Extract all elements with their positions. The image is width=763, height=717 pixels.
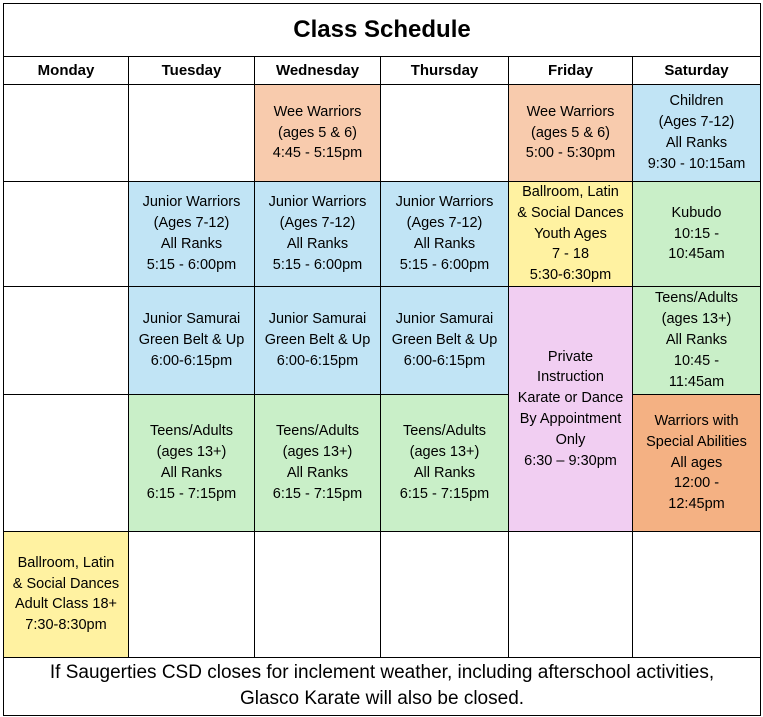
class-cell (509, 182, 633, 287)
class-cell (633, 394, 761, 531)
class-line: Karate or Dance (517, 390, 624, 407)
class-line: 12:00 - (673, 475, 720, 492)
class-cell (255, 182, 381, 287)
empty-cell (509, 531, 633, 657)
class-line: Junior Warriors (268, 194, 367, 211)
empty-cell (255, 531, 381, 657)
class-line: (ages 13+) (409, 444, 480, 461)
class-line: Teens/Adults (149, 423, 234, 440)
class-cell (633, 286, 761, 394)
class-line: 5:00 - 5:30pm (525, 145, 616, 162)
class-line: Junior Samurai (395, 311, 494, 328)
class-cell (4, 531, 129, 657)
class-line: Junior Warriors (142, 194, 241, 211)
class-line: 4:45 - 5:15pm (272, 145, 363, 162)
class-cell (509, 286, 633, 531)
empty-cell (4, 182, 129, 287)
class-line: Children (669, 93, 724, 110)
empty-cell (381, 531, 509, 657)
class-line: (Ages 7-12) (153, 215, 230, 232)
class-line: Wee Warriors (526, 103, 615, 120)
class-line: 12:45pm (668, 496, 725, 513)
class-line: Special Abilities (646, 433, 747, 450)
class-line: (Ages 7-12) (406, 215, 483, 232)
class-line: Only (555, 431, 586, 448)
day-header-thursday: Thursday (381, 57, 509, 85)
day-header-wednesday: Wednesday (255, 57, 381, 85)
class-line: 10:45am (668, 246, 725, 263)
closure-notice (4, 657, 761, 715)
class-cell (129, 394, 255, 531)
class-line: Green Belt & Up (138, 332, 245, 349)
class-line: Ballroom, Latin (17, 554, 115, 571)
class-line: 5:15 - 6:00pm (146, 256, 237, 273)
class-cell (255, 394, 381, 531)
class-line: (Ages 7-12) (279, 215, 356, 232)
class-line: 6:30 – 9:30pm (524, 452, 617, 469)
class-line: All Ranks (160, 235, 223, 252)
class-line: 5:15 - 6:00pm (399, 256, 490, 273)
class-line: 6:15 - 7:15pm (146, 485, 237, 502)
schedule-table (3, 3, 761, 716)
empty-cell (633, 531, 761, 657)
class-line: 5:15 - 6:00pm (272, 256, 363, 273)
class-line: Ballroom, Latin (522, 184, 619, 200)
class-cell (633, 85, 761, 182)
class-line: Instruction (537, 369, 604, 386)
class-line: Teens/Adults (275, 423, 360, 440)
class-line: 10:15 - (673, 225, 720, 242)
closure-notice-line: Glasco Karate will also be closed. (239, 688, 525, 710)
day-header-monday: Monday (4, 57, 129, 85)
day-header-saturday: Saturday (633, 57, 761, 85)
class-cell (255, 85, 381, 182)
class-line: 11:45am (668, 373, 725, 390)
class-line: 5:30-6:30pm (529, 267, 612, 284)
class-cell (129, 182, 255, 287)
class-line: 6:00-6:15pm (150, 352, 233, 369)
class-line: 6:15 - 7:15pm (272, 485, 363, 502)
class-line: 6:00-6:15pm (403, 352, 486, 369)
class-line: (ages 5 & 6) (531, 124, 610, 141)
class-line: (ages 13+) (156, 444, 227, 461)
class-line: Green Belt & Up (264, 332, 371, 349)
class-line: & Social Dances (517, 204, 624, 221)
class-cell (255, 286, 381, 394)
class-line: Junior Samurai (268, 311, 367, 328)
class-line: (ages 13+) (661, 311, 732, 328)
empty-cell (129, 531, 255, 657)
class-line: All Ranks (665, 135, 728, 151)
empty-cell (4, 286, 129, 394)
class-line: All ages (670, 454, 723, 471)
class-line: 6:15 - 7:15pm (399, 485, 490, 502)
class-line: All Ranks (413, 235, 476, 252)
class-line: All Ranks (286, 464, 349, 481)
class-line: 9:30 - 10:15am (647, 155, 746, 172)
class-cell (129, 286, 255, 394)
class-line: Green Belt & Up (391, 332, 498, 349)
class-line: & Social Dances (12, 575, 120, 592)
class-line: Youth Ages (534, 225, 607, 242)
class-line: 7:30-8:30pm (25, 617, 107, 634)
class-line: Kubudo (671, 204, 722, 221)
class-line: All Ranks (160, 464, 223, 481)
class-line: Warriors with (654, 412, 739, 429)
empty-cell (381, 85, 509, 182)
day-header-friday: Friday (509, 57, 633, 85)
class-line: All Ranks (665, 332, 728, 349)
class-cell (381, 394, 509, 531)
class-line: 6:00-6:15pm (276, 352, 359, 369)
class-line: Junior Samurai (142, 311, 241, 328)
empty-cell (4, 85, 129, 182)
class-line: 7 - 18 (551, 246, 590, 263)
class-line: Teens/Adults (654, 290, 739, 307)
class-line: By Appointment (519, 410, 622, 427)
class-line: Private (547, 348, 594, 365)
closure-notice-line: If Saugerties CSD closes for inclement weather, including afterschool activities, (49, 662, 715, 684)
class-line: Adult Class 18+ (15, 596, 117, 613)
class-line: (ages 5 & 6) (278, 124, 357, 141)
class-cell (509, 85, 633, 182)
class-line: All Ranks (286, 235, 349, 252)
empty-cell (4, 394, 129, 531)
class-cell (381, 182, 509, 287)
class-cell (381, 286, 509, 394)
class-cell (633, 182, 761, 287)
schedule-title: Class Schedule (4, 4, 761, 57)
empty-cell (129, 85, 255, 182)
class-line: Junior Warriors (395, 194, 494, 211)
day-header-tuesday: Tuesday (129, 57, 255, 85)
class-line: (Ages 7-12) (658, 114, 735, 131)
class-schedule (3, 3, 760, 714)
class-line: 10:45 - (673, 352, 720, 369)
class-line: All Ranks (413, 464, 476, 481)
class-line: Teens/Adults (402, 423, 487, 440)
class-line: (ages 13+) (282, 444, 353, 461)
class-line: Wee Warriors (273, 103, 362, 120)
